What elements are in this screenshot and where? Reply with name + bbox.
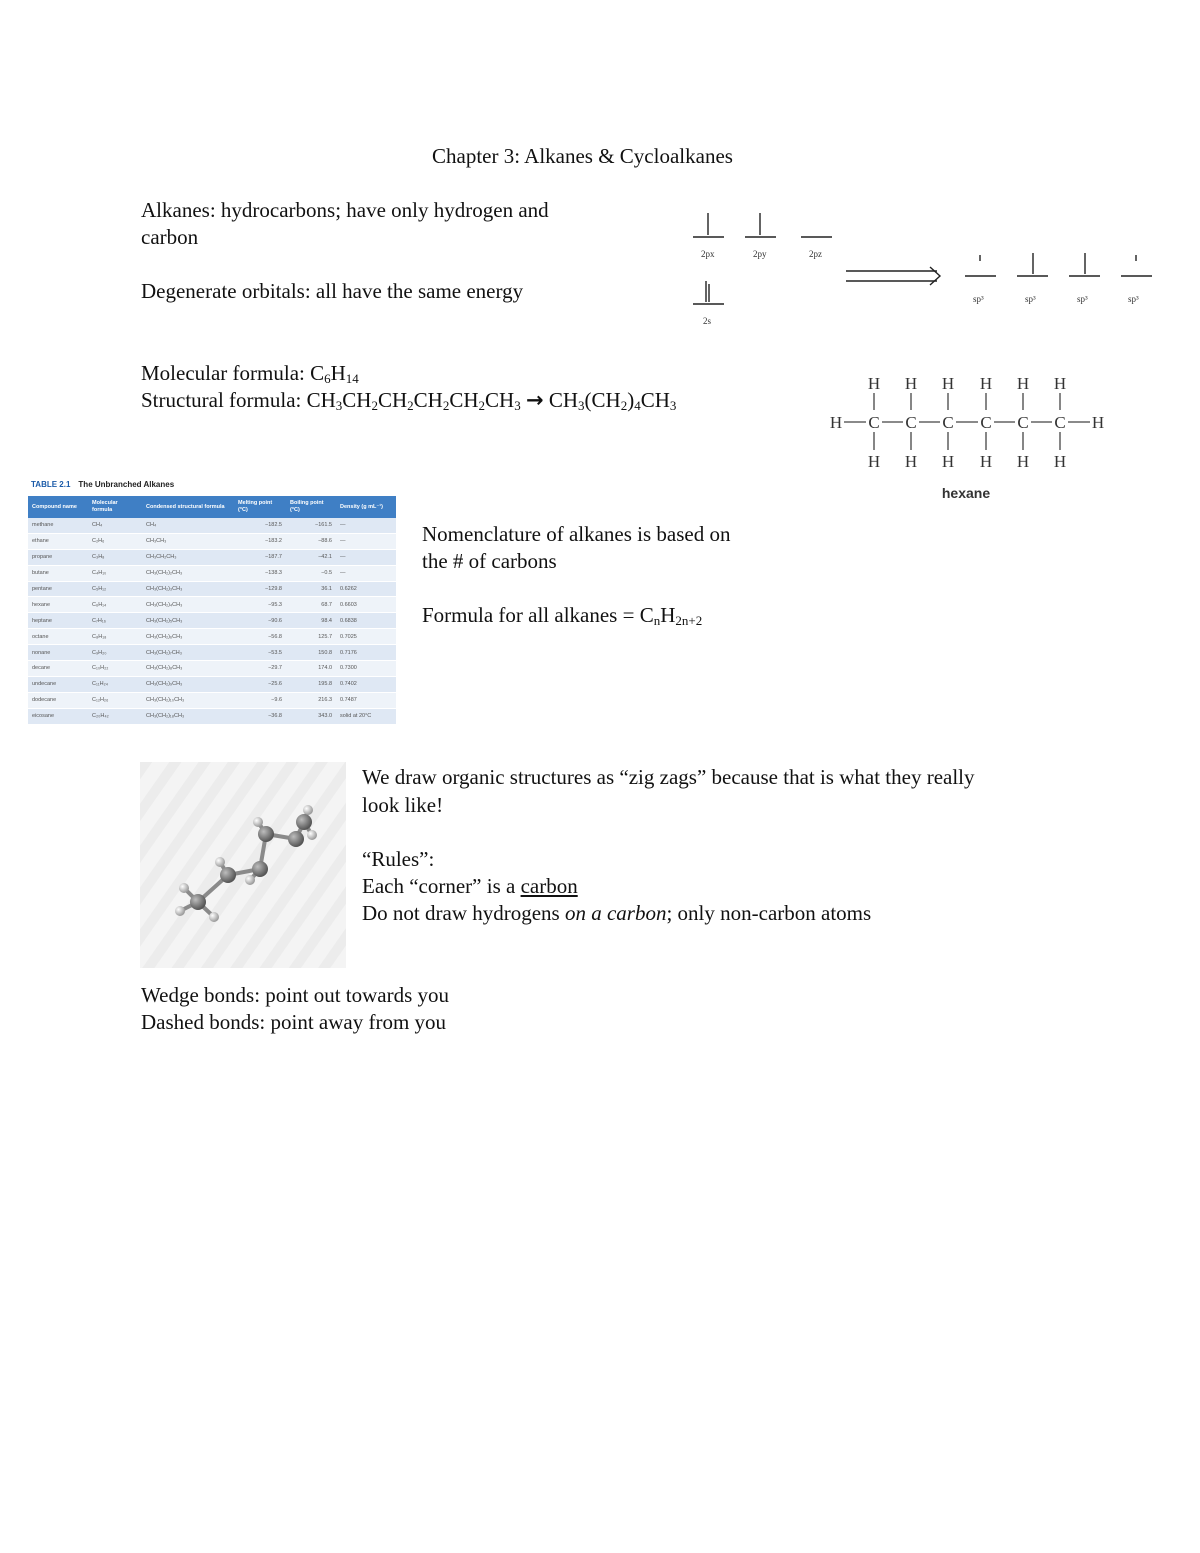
table-cell: C₆H₁₄ bbox=[88, 597, 142, 613]
table-cell: −182.5 bbox=[234, 518, 286, 533]
table-cell: 68.7 bbox=[286, 597, 336, 613]
table-cell: −36.8 bbox=[234, 708, 286, 724]
table-cell: 150.8 bbox=[286, 645, 336, 661]
table-cell: 0.7300 bbox=[336, 661, 396, 677]
svg-text:H: H bbox=[867, 452, 881, 471]
dashed-bonds-text: Dashed bonds: point away from you bbox=[141, 1010, 447, 1034]
wedge-bonds-text: Wedge bonds: point out towards you bbox=[141, 983, 450, 1007]
orbital-hybridization-diagram bbox=[690, 205, 1160, 330]
alkanes-definition-line2: carbon bbox=[141, 225, 199, 249]
table-header: Boiling point (°C) bbox=[286, 496, 336, 518]
table-cell: 0.6603 bbox=[336, 597, 396, 613]
table-cell: −9.6 bbox=[234, 692, 286, 708]
table-title: TABLE 2.1 The Unbranched Alkanes bbox=[31, 480, 175, 489]
table-cell: decane bbox=[28, 661, 88, 677]
table-cell: butane bbox=[28, 565, 88, 581]
table-cell: 343.0 bbox=[286, 708, 336, 724]
table-cell: C₂₀H₄₂ bbox=[88, 708, 142, 724]
table-cell: −42.1 bbox=[286, 549, 336, 565]
svg-text:C: C bbox=[1054, 413, 1066, 432]
hexane-ball-stick-model bbox=[140, 762, 346, 968]
label-sp3-2: sp³ bbox=[1025, 294, 1036, 304]
label-2s: 2s bbox=[703, 316, 712, 326]
table-cell: C₇H₁₆ bbox=[88, 613, 142, 629]
table-cell: CH₃(CH₂)₇CH₃ bbox=[142, 645, 234, 661]
table-row bbox=[28, 629, 396, 645]
label-2pz: 2pz bbox=[809, 249, 822, 259]
table-cell: 125.7 bbox=[286, 629, 336, 645]
table-cell: 174.0 bbox=[286, 661, 336, 677]
general-formula: Formula for all alkanes = $C_nH_{2n+2}$ bbox=[422, 603, 703, 628]
structural-formula: Structural formula: $CH_3CH_2CH_2CH_2CH_2CH_3 \to CH_3(CH_2)_4CH_3$ bbox=[141, 388, 677, 413]
label-2py: 2py bbox=[753, 249, 767, 259]
table-cell: nonane bbox=[28, 645, 88, 661]
table-cell: −56.8 bbox=[234, 629, 286, 645]
rule-corner-carbon: Each “corner” is a carbon bbox=[362, 874, 578, 898]
table-cell: CH₃(CH₂)₁₀CH₃ bbox=[142, 692, 234, 708]
svg-text:H: H bbox=[1016, 452, 1030, 471]
svg-text:H: H bbox=[829, 413, 843, 432]
table-header: Condensed structural formula bbox=[142, 496, 234, 518]
table-cell: −53.5 bbox=[234, 645, 286, 661]
page-title: Chapter 3: Alkanes & Cycloalkanes bbox=[432, 144, 733, 168]
table-cell: −129.8 bbox=[234, 581, 286, 597]
table-cell: propane bbox=[28, 549, 88, 565]
table-header: Density (g mL⁻¹) bbox=[336, 496, 396, 518]
table-cell: −187.7 bbox=[234, 549, 286, 565]
table-cell: 0.7025 bbox=[336, 629, 396, 645]
table-row bbox=[28, 597, 396, 613]
zigzag-line1: We draw organic structures as “zig zags” because that is what they really bbox=[362, 765, 975, 789]
table-cell: — bbox=[336, 565, 396, 581]
table-cell: CH₄ bbox=[142, 518, 234, 533]
svg-text:C: C bbox=[868, 413, 880, 432]
table-row bbox=[28, 581, 396, 597]
table-cell: — bbox=[336, 518, 396, 533]
arrow-icon: → bbox=[525, 388, 544, 412]
table-cell: −29.7 bbox=[234, 661, 286, 677]
svg-text:H: H bbox=[1053, 374, 1067, 393]
table-cell: eicosane bbox=[28, 708, 88, 724]
table-cell: C₅H₁₂ bbox=[88, 581, 142, 597]
table-cell: CH₄ bbox=[88, 518, 142, 533]
svg-text:C: C bbox=[1017, 413, 1029, 432]
table-row bbox=[28, 549, 396, 565]
table-cell: CH₃(CH₂)₉CH₃ bbox=[142, 676, 234, 692]
svg-text:H: H bbox=[941, 374, 955, 393]
svg-text:H: H bbox=[1091, 413, 1105, 432]
table-cell: 195.8 bbox=[286, 676, 336, 692]
alkanes-definition-line1: Alkanes: hydrocarbons; have only hydrogen and bbox=[141, 198, 549, 222]
table-cell: 0.7402 bbox=[336, 676, 396, 692]
table-cell: C₃H₈ bbox=[88, 549, 142, 565]
table-cell: solid at 20°C bbox=[336, 708, 396, 724]
table-header: Compound name bbox=[28, 496, 88, 518]
alkanes-data-table bbox=[28, 496, 396, 725]
table-cell: methane bbox=[28, 518, 88, 533]
label-sp3-3: sp³ bbox=[1077, 294, 1088, 304]
svg-text:H: H bbox=[904, 374, 918, 393]
zigzag-line2: look like! bbox=[362, 793, 444, 817]
degenerate-orbitals-text: Degenerate orbitals: all have the same energy bbox=[141, 279, 524, 303]
table-cell: 98.4 bbox=[286, 613, 336, 629]
table-cell: pentane bbox=[28, 581, 88, 597]
table-cell: −88.6 bbox=[286, 533, 336, 549]
table-row bbox=[28, 692, 396, 708]
table-cell: −95.3 bbox=[234, 597, 286, 613]
table-cell: −183.2 bbox=[234, 533, 286, 549]
table-cell: CH₃(CH₂)₈CH₃ bbox=[142, 661, 234, 677]
table-cell: 0.6262 bbox=[336, 581, 396, 597]
table-cell: ethane bbox=[28, 533, 88, 549]
unbranched-alkanes-table bbox=[28, 480, 400, 725]
table-cell: 0.6838 bbox=[336, 613, 396, 629]
svg-text:C: C bbox=[980, 413, 992, 432]
rules-title: “Rules”: bbox=[362, 847, 435, 871]
table-cell: CH₃(CH₂)₆CH₃ bbox=[142, 629, 234, 645]
label-sp3-1: sp³ bbox=[973, 294, 984, 304]
table-cell: undecane bbox=[28, 676, 88, 692]
label-2px: 2px bbox=[701, 249, 715, 259]
table-header: Melting point (°C) bbox=[234, 496, 286, 518]
table-cell: — bbox=[336, 549, 396, 565]
table-row bbox=[28, 613, 396, 629]
svg-text:H: H bbox=[941, 452, 955, 471]
table-cell: −0.5 bbox=[286, 565, 336, 581]
table-row bbox=[28, 565, 396, 581]
table-row bbox=[28, 533, 396, 549]
table-cell: −25.6 bbox=[234, 676, 286, 692]
table-cell: C₉H₂₀ bbox=[88, 645, 142, 661]
svg-text:H: H bbox=[979, 452, 993, 471]
table-cell: 216.3 bbox=[286, 692, 336, 708]
table-cell: 36.1 bbox=[286, 581, 336, 597]
svg-text:H: H bbox=[904, 452, 918, 471]
table-cell: −90.6 bbox=[234, 613, 286, 629]
hexane-label: hexane bbox=[941, 485, 991, 501]
table-cell: −161.5 bbox=[286, 518, 336, 533]
table-cell: C₂H₆ bbox=[88, 533, 142, 549]
table-cell: C₁₂H₂₆ bbox=[88, 692, 142, 708]
svg-text:C: C bbox=[905, 413, 917, 432]
table-row bbox=[28, 518, 396, 533]
table-header: Molecular formula bbox=[88, 496, 142, 518]
table-row bbox=[28, 645, 396, 661]
table-cell: C₈H₁₈ bbox=[88, 629, 142, 645]
table-cell: C₁₁H₂₄ bbox=[88, 676, 142, 692]
table-cell: CH₃CH₃ bbox=[142, 533, 234, 549]
table-cell: 0.7487 bbox=[336, 692, 396, 708]
table-cell: dodecane bbox=[28, 692, 88, 708]
table-cell: CH₃(CH₂)₅CH₃ bbox=[142, 613, 234, 629]
table-cell: — bbox=[336, 533, 396, 549]
table-row bbox=[28, 661, 396, 677]
table-cell: CH₃(CH₂)₃CH₃ bbox=[142, 581, 234, 597]
nomenclature-line1: Nomenclature of alkanes is based on bbox=[422, 522, 731, 546]
table-cell: CH₃CH₂CH₃ bbox=[142, 549, 234, 565]
table-cell: C₄H₁₀ bbox=[88, 565, 142, 581]
table-cell: −138.3 bbox=[234, 565, 286, 581]
table-cell: CH₃(CH₂)₂CH₃ bbox=[142, 565, 234, 581]
table-cell: CH₃(CH₂)₄CH₃ bbox=[142, 597, 234, 613]
molecular-formula: Molecular formula: $C_6H_{14}$ bbox=[141, 361, 359, 386]
nomenclature-line2: the # of carbons bbox=[422, 549, 557, 573]
table-cell: CH₃(CH₂)₁₈CH₃ bbox=[142, 708, 234, 724]
table-cell: octane bbox=[28, 629, 88, 645]
hexane-structure bbox=[822, 370, 1112, 506]
table-cell: heptane bbox=[28, 613, 88, 629]
rule-hydrogens: Do not draw hydrogens on a carbon; only non-carbon atoms bbox=[362, 901, 872, 925]
table-cell: 0.7176 bbox=[336, 645, 396, 661]
table-cell: C₁₀H₂₂ bbox=[88, 661, 142, 677]
table-cell: hexane bbox=[28, 597, 88, 613]
svg-text:H: H bbox=[867, 374, 881, 393]
table-row bbox=[28, 676, 396, 692]
table-row bbox=[28, 708, 396, 724]
svg-text:H: H bbox=[979, 374, 993, 393]
svg-text:H: H bbox=[1053, 452, 1067, 471]
svg-text:C: C bbox=[942, 413, 954, 432]
svg-text:H: H bbox=[1016, 374, 1030, 393]
label-sp3-4: sp³ bbox=[1128, 294, 1139, 304]
